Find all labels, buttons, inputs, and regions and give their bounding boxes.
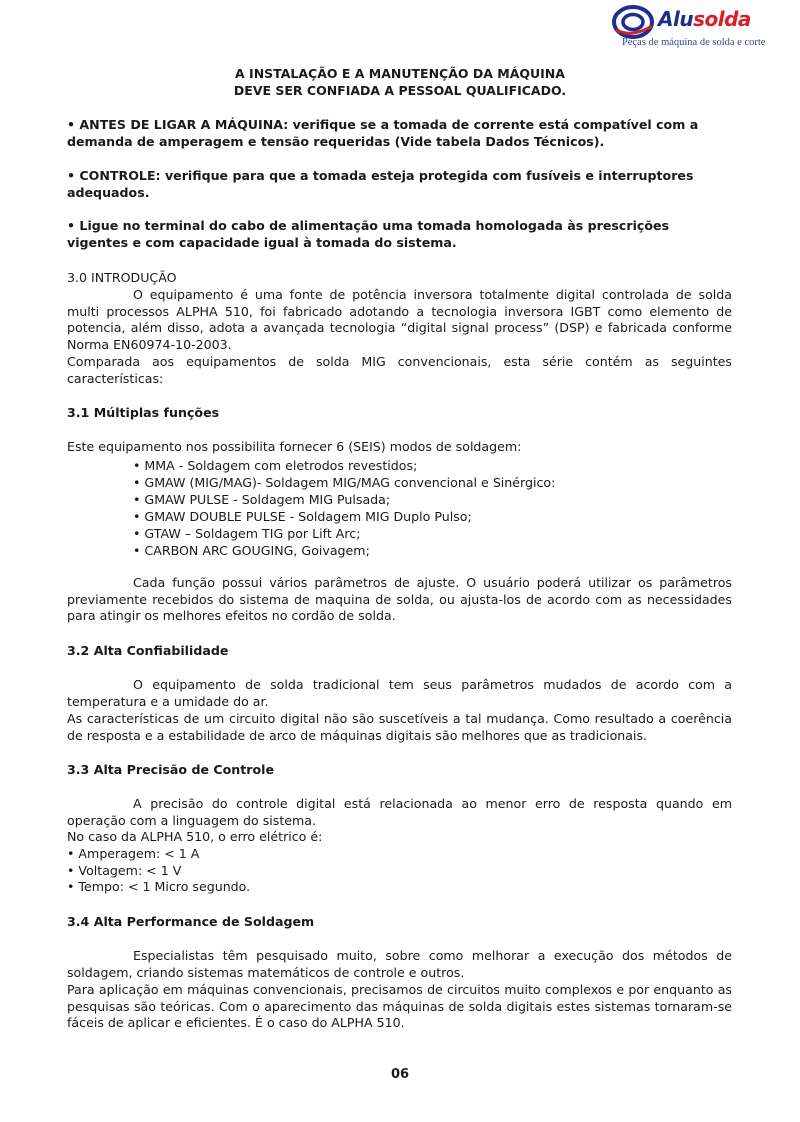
bullet-controle: • CONTROLE: verifique para que a tomada esteja protegida com fusíveis e interruptores adequados. — [67, 168, 694, 200]
section-3-1-paragraph: Cada função possui vários parâmetros de ajuste. O usuário poderá utilizar os parâmetros previamente recebidos do sistema de maquina de solda, ou ajusta-los de acordo com as necessidades para atingir os melhores efeitos no cordão de solda. — [67, 575, 732, 624]
warning-line-2: DEVE SER CONFIADA A PESSOAL QUALIFICADO. — [233, 83, 567, 98]
section-3-2-heading: 3.2 Alta Confiabilidade — [67, 643, 229, 658]
alusolda-logo-icon — [612, 4, 656, 40]
section-3-4-paragraph-2: Para aplicação em máquinas convencionais, precisamos de circuitos muito complexos e por enquanto as pesquisas são teóricas. Com o aparecimento das máquinas de solda digitais estes sistemas tornaram-se fáceis de aplicar e eficientes. É o caso do ALPHA 510. — [67, 982, 732, 1031]
section-3-1-heading: 3.1 Múltiplas funções — [67, 405, 220, 420]
list-item: • CARBON ARC GOUGING, Goivagem; — [133, 543, 370, 558]
list-item: • Voltagem: < 1 V — [67, 862, 182, 878]
intro-paragraph-1: O equipamento é uma fonte de potência inversora totalmente digital controlada de solda multi processos ALPHA 510, foi fabricado adotando a tecnologia inversora IGBT como elemento de potencia, além disso, adota a avançada tecnologia “digital signal process” (DSP) e fabricada conforme Norma EN60974-10-2003. — [67, 287, 732, 352]
section-3-2-paragraph-1: O equipamento de solda tradicional tem seus parâmetros mudados de acordo com a temperatura e a umidade do ar. — [67, 677, 732, 709]
section-3-4-heading: 3.4 Alta Performance de Soldagem — [67, 914, 315, 929]
page-number: 06 — [390, 1067, 410, 1082]
section-3-3-paragraph-1: A precisão do controle digital está relacionada ao menor erro de resposta quando em operação com a linguagem do sistema. — [67, 796, 732, 828]
list-item: • GTAW – Soldagem TIG por Lift Arc; — [133, 526, 361, 541]
intro-heading: 3.0 INTRODUÇÃO — [67, 270, 177, 285]
welding-modes-list — [133, 457, 555, 559]
section-3-4-paragraph-1: Especialistas têm pesquisado muito, sobre como melhorar a execução dos métodos de soldagem, criando sistemas matemáticos de controle e outros. — [67, 948, 732, 980]
bullet-antes: • ANTES DE LIGAR A MÁQUINA: verifique se a tomada de corrente está compatível com a demanda de amperagem e tensão requeridas (Vide tabela Dados Técnicos). — [67, 117, 699, 149]
intro-paragraph-2: Comparada aos equipamentos de solda MIG convencionais, esta série contém as seguintes características: — [67, 354, 732, 386]
error-tolerance-list — [67, 846, 250, 896]
section-3-3-heading: 3.3 Alta Precisão de Controle — [67, 762, 274, 777]
section-3-3-paragraph-2: No caso da ALPHA 510, o erro elétrico é: — [67, 829, 323, 844]
list-item: • GMAW (MIG/MAG)- Soldagem MIG/MAG convencional e Sinérgico: — [133, 475, 556, 490]
section-3-1-intro: Este equipamento nos possibilita fornecer 6 (SEIS) modos de soldagem: — [67, 439, 522, 454]
list-item: • Tempo: < 1 Micro segundo. — [67, 879, 251, 895]
list-item: • GMAW DOUBLE PULSE - Soldagem MIG Duplo Pulso; — [133, 509, 472, 524]
alusolda-logo — [612, 4, 766, 52]
section-3-2-paragraph-2: As características de um circuito digital não são suscetíveis a tal mudança. Como resultado a coerência de resposta e a estabilidade de arco de máquinas digitais são melhores que as tradicionais. — [67, 711, 732, 743]
list-item: • GMAW PULSE - Soldagem MIG Pulsada; — [133, 492, 391, 507]
list-item: • MMA - Soldagem com eletrodos revestidos; — [133, 458, 418, 473]
warning-line-1: A INSTALAÇÃO E A MANUTENÇÃO DA MÁQUINA — [235, 66, 565, 81]
logo-brand: Alusolda — [658, 7, 751, 31]
bullet-terminal: • Ligue no terminal do cabo de alimentação uma tomada homologada às prescrições vigentes e com capacidade igual à tomada do sistema. — [67, 218, 670, 250]
logo-tagline: Peças de máquina de solda e corte — [622, 37, 766, 48]
list-item: • Amperagem: < 1 A — [67, 846, 200, 861]
